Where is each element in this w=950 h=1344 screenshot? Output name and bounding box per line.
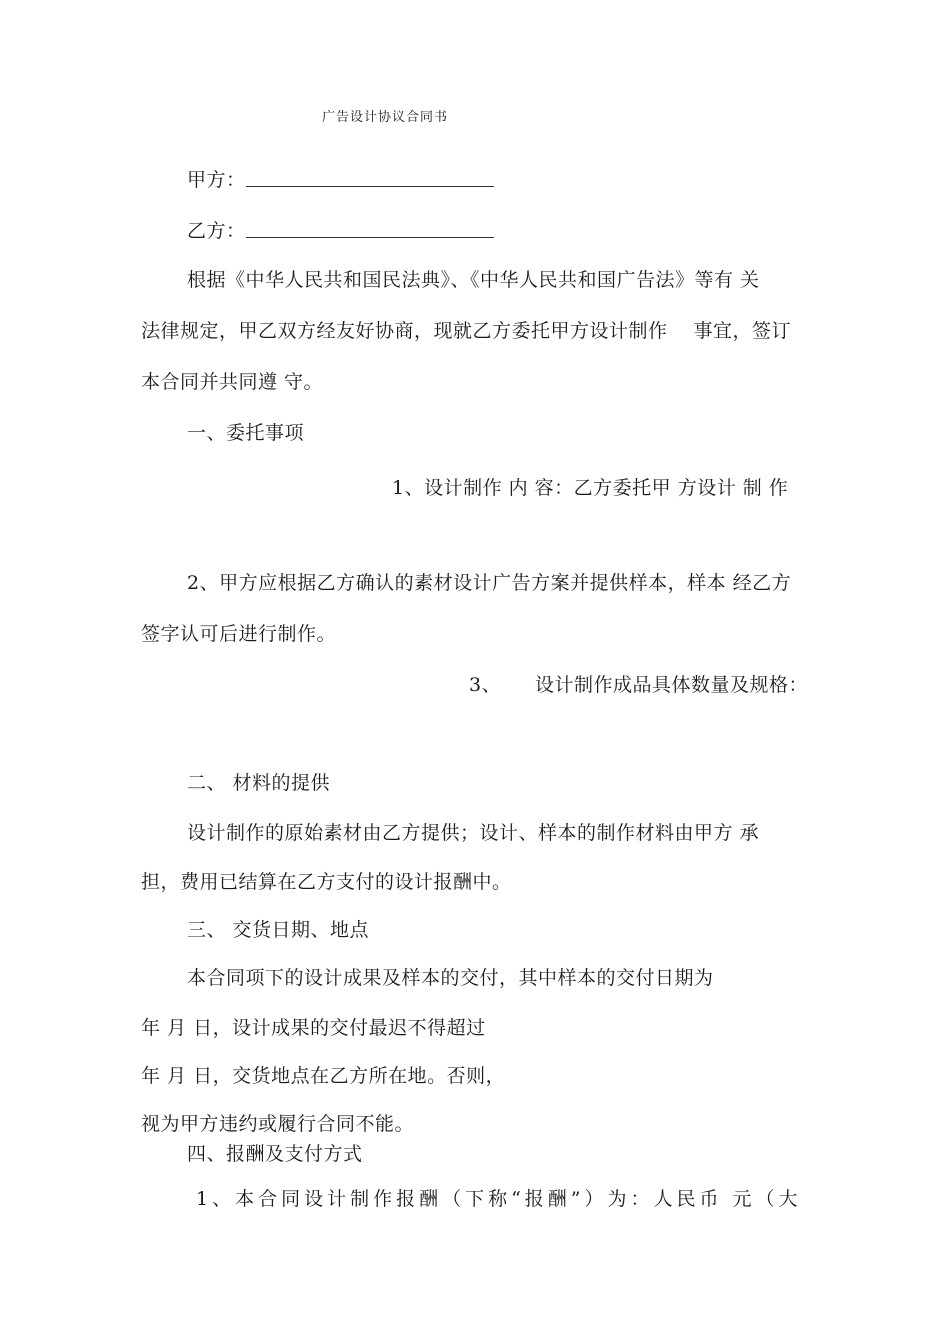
section-3-heading: 三、 交货日期、地点	[187, 919, 370, 941]
section-1-item-2-line-1: 2、甲方应根据乙方确认的素材设计广告方案并提供样本，样本 经乙方	[187, 572, 792, 594]
section-1-item-1: 1、设计制作 内 容：乙方委托甲 方设计 制 作	[392, 477, 789, 499]
section-4-heading: 四、报酬及支付方式	[187, 1143, 363, 1165]
section-1-item-3-text: 设计制作成品具体数量及规格：	[535, 674, 809, 696]
section-1-heading: 一、委托事项	[187, 422, 305, 444]
section-2-text-line-2: 担，费用已结算在乙方支付的设计报酬中。	[141, 871, 512, 893]
intro-line-1: 根据《中华人民共和国民法典》、《中华人民共和国广告法》等有 关	[187, 269, 760, 291]
party-b-blank-line	[246, 237, 494, 238]
intro-line-2: 法律规定，甲乙双方经友好协商，现就乙方委托甲方设计制作 事宜，签订	[141, 320, 792, 342]
section-3-text-line-4: 视为甲方违约或履行合同不能。	[141, 1113, 415, 1135]
party-a-label: 甲方：	[187, 169, 246, 191]
section-3-text-line-2: 年 月 日，设计成果的交付最迟不得超过	[141, 1017, 486, 1039]
section-2-text-line-1: 设计制作的原始素材由乙方提供；设计、样本的制作材料由甲方 承	[187, 822, 760, 844]
intro-line-3: 本合同并共同遵 守。	[141, 371, 324, 393]
section-1-item-3-number: 3、	[469, 674, 502, 696]
section-3-text-line-3: 年 月 日，交货地点在乙方所在地。否则，	[141, 1065, 506, 1087]
document-title: 广告设计协议合同书	[322, 110, 449, 125]
section-1-item-2-line-2: 签字认可后进行制作。	[141, 623, 337, 645]
section-3-text-line-1: 本合同项下的设计成果及样本的交付，其中样本的交付日期为	[187, 967, 714, 989]
section-4-item-1: 1、本合同设计制作报酬（下称“报酬”）为：人民币 元（大	[196, 1188, 802, 1210]
section-2-heading: 二、 材料的提供	[187, 772, 331, 794]
party-b-label: 乙方：	[187, 220, 246, 242]
party-a-blank-line	[246, 186, 494, 187]
